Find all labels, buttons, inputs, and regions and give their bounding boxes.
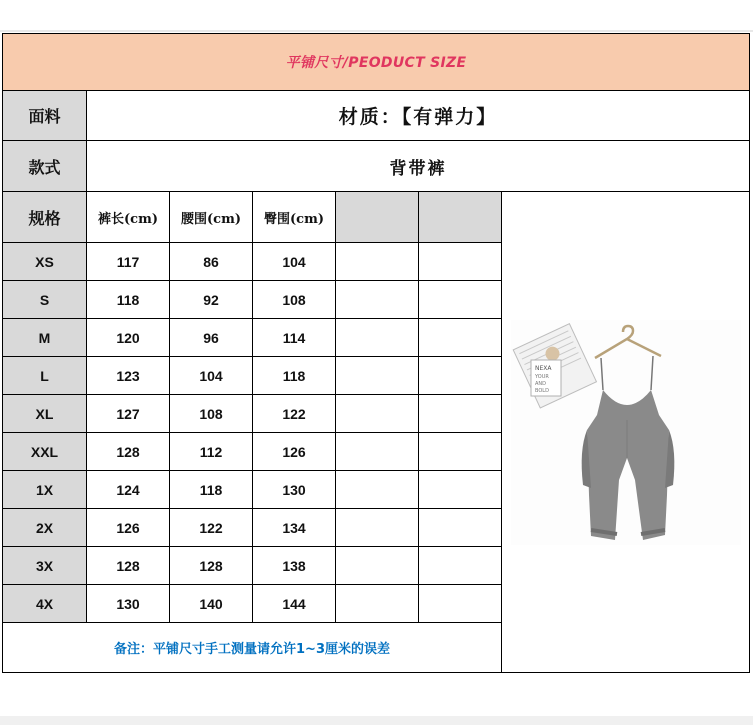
- size-label: L: [2, 356, 87, 395]
- length-value: 120: [86, 318, 170, 357]
- col-header-length: 裤长(cm): [86, 191, 170, 243]
- col-header-empty-1: [335, 191, 419, 243]
- hip-value: 134: [252, 508, 336, 547]
- empty-cell: [335, 356, 419, 395]
- size-label: 1X: [2, 470, 87, 509]
- empty-cell: [418, 546, 502, 585]
- hip-value: 118: [252, 356, 336, 395]
- length-value: 130: [86, 584, 170, 623]
- waist-value: 96: [169, 318, 253, 357]
- length-value: 124: [86, 470, 170, 509]
- measurement-note: 备注：平铺尺寸手工测量请允许1~3厘米的误差: [2, 622, 502, 673]
- tag-label: [531, 360, 561, 396]
- empty-cell: [418, 394, 502, 433]
- waist-value: 122: [169, 508, 253, 547]
- length-value: 128: [86, 432, 170, 471]
- empty-cell: [335, 584, 419, 623]
- hip-value: 138: [252, 546, 336, 585]
- hip-value: 104: [252, 242, 336, 281]
- size-label: XS: [2, 242, 87, 281]
- size-label: 3X: [2, 546, 87, 585]
- svg-text:YOUR: YOUR: [534, 373, 549, 380]
- empty-cell: [418, 470, 502, 509]
- waist-value: 86: [169, 242, 253, 281]
- empty-cell: [418, 508, 502, 547]
- length-value: 127: [86, 394, 170, 433]
- fabric-label: 面料: [2, 90, 87, 141]
- empty-cell: [418, 318, 502, 357]
- empty-cell: [335, 242, 419, 281]
- size-label: 2X: [2, 508, 87, 547]
- chart-title: 平铺尺寸/PEODUCT SIZE: [2, 33, 750, 91]
- top-divider: [0, 30, 753, 32]
- hip-value: 108: [252, 280, 336, 319]
- svg-text:NEXA: NEXA: [534, 364, 551, 372]
- hip-value: 122: [252, 394, 336, 433]
- empty-cell: [418, 242, 502, 281]
- empty-cell: [335, 470, 419, 509]
- hip-value: 144: [252, 584, 336, 623]
- jumpsuit-photo: [511, 320, 741, 545]
- size-label: XXL: [2, 432, 87, 471]
- hip-value: 114: [252, 318, 336, 357]
- empty-cell: [335, 318, 419, 357]
- empty-cell: [418, 584, 502, 623]
- empty-cell: [418, 280, 502, 319]
- bottom-scroll-area: [0, 716, 753, 725]
- col-header-waist: 腰围(cm): [169, 191, 253, 243]
- size-chart-sheet: [2, 33, 750, 673]
- empty-cell: [335, 508, 419, 547]
- style-value: 背带裤: [86, 140, 750, 192]
- size-label: 4X: [2, 584, 87, 623]
- waist-value: 118: [169, 470, 253, 509]
- size-label: M: [2, 318, 87, 357]
- empty-cell: [418, 432, 502, 471]
- waist-value: 92: [169, 280, 253, 319]
- length-value: 123: [86, 356, 170, 395]
- length-value: 128: [86, 546, 170, 585]
- empty-cell: [335, 432, 419, 471]
- waist-value: 128: [169, 546, 253, 585]
- empty-cell: [335, 394, 419, 433]
- fabric-value: 材质：【有弹力】: [86, 90, 750, 141]
- waist-value: 140: [169, 584, 253, 623]
- empty-cell: [335, 280, 419, 319]
- hip-value: 130: [252, 470, 336, 509]
- empty-cell: [335, 546, 419, 585]
- waist-value: 108: [169, 394, 253, 433]
- svg-text:BOLD: BOLD: [534, 387, 549, 394]
- length-value: 118: [86, 280, 170, 319]
- waist-value: 104: [169, 356, 253, 395]
- product-photo-cell: [501, 191, 750, 673]
- col-header-hip: 臀围(cm): [252, 191, 336, 243]
- svg-text:AND: AND: [534, 380, 546, 387]
- size-label: S: [2, 280, 87, 319]
- empty-cell: [418, 356, 502, 395]
- waist-value: 112: [169, 432, 253, 471]
- col-header-empty-2: [418, 191, 502, 243]
- size-label: XL: [2, 394, 87, 433]
- style-label: 款式: [2, 140, 87, 192]
- spec-header-label: 规格: [2, 191, 87, 243]
- hip-value: 126: [252, 432, 336, 471]
- length-value: 126: [86, 508, 170, 547]
- length-value: 117: [86, 242, 170, 281]
